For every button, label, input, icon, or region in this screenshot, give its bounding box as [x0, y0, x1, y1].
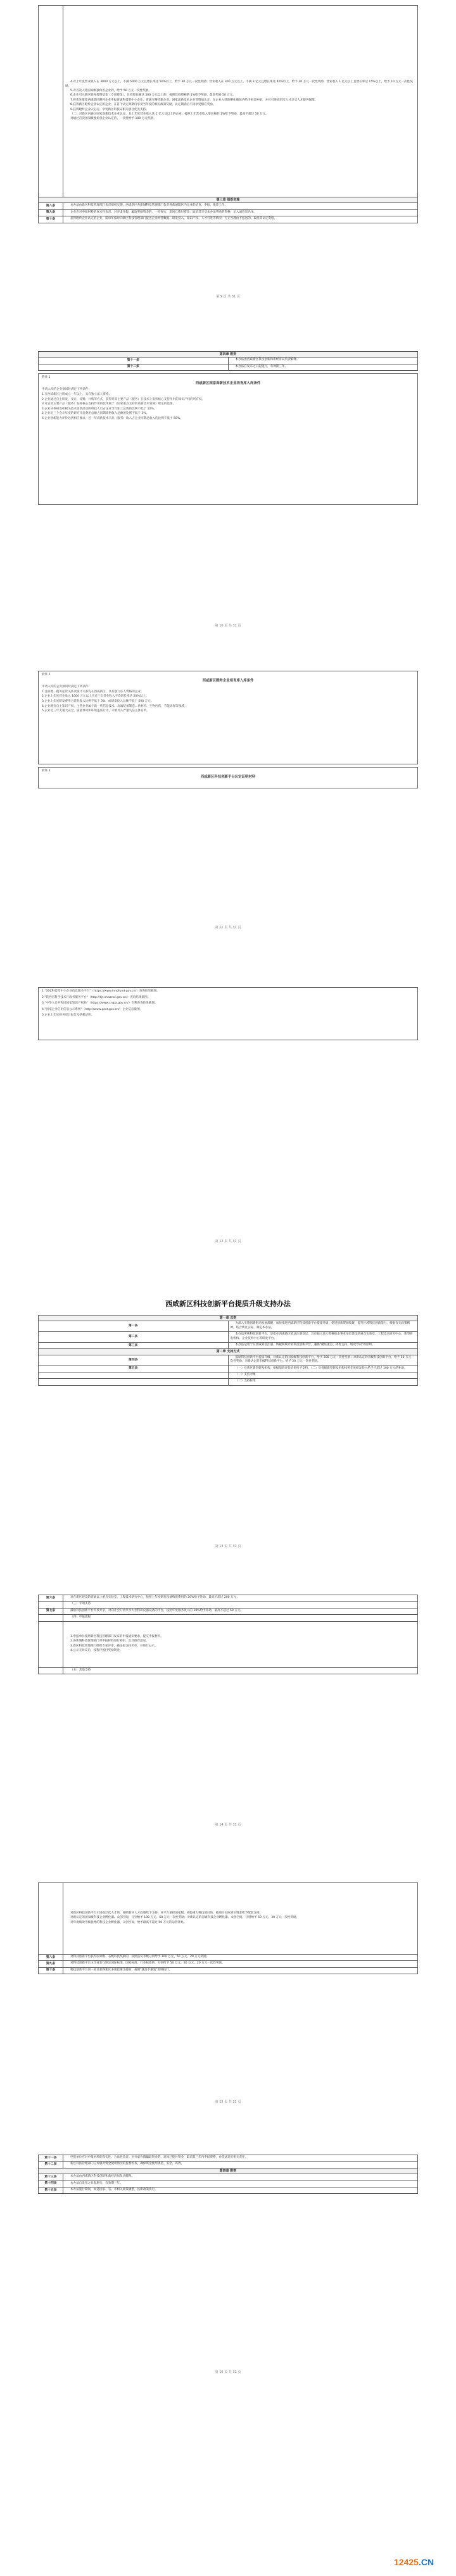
text-line: 4.企业拥有自主知识产权，主营业务属于新一代信息技术、高端装备制造、新材料、生物医药、节能环保等领域。: [42, 704, 187, 708]
row-content: [63, 2174, 418, 2181]
text-line: 申报单位应对申报材料的真实性、合法性负责。对弄虚作假骗取资金的，追回已拨付资金，取消其三年内申报资格，并依法追究相关责任。: [70, 2156, 248, 2159]
policy-table: [38, 1315, 418, 1386]
text-line: 4.公示无异议后，按程序拨付奖励资金。: [70, 1649, 123, 1653]
row-label: 第十一条: [39, 358, 229, 364]
row-label: 第十四条: [39, 2181, 63, 2187]
row-label: [39, 1372, 229, 1379]
reference-line: 5.企业上年度财务审计报告及纳税证明。: [42, 1014, 94, 1017]
reference-box: [38, 987, 418, 1040]
text-line: 科技创新平台同一项目获得新区多项政策支持的，按照"就高不重复"原则执行。: [70, 1968, 172, 1972]
row-label: 第七条: [39, 1608, 63, 1614]
text-line: 对新区科技创新平台引进高层次人才的，按照新区人才政策给予支持，对平台承担国家级、省级重大科技项目的，按项目实际到位资金给予配套支持。: [70, 1911, 263, 1915]
annex-title: 西咸新区科技创新平台认定证明材料: [200, 775, 256, 779]
row-content: [63, 1608, 418, 1614]
row-content: [63, 216, 418, 223]
text-line: （一）支持对象: [235, 1373, 256, 1377]
text-line: 5.企业近三年无重大安全、质量事故和环境违法行为，未被列入严重失信主体名单。: [42, 709, 149, 713]
page-8: [38, 2155, 418, 2194]
row-label: [39, 1379, 229, 1385]
text-line: （三）专项支持: [70, 1602, 91, 1606]
page-number: 第 12 页 共 31 页: [215, 1240, 241, 1243]
row-label: 第四条: [39, 1355, 229, 1366]
site-watermark: [394, 2556, 451, 2567]
row-content: [228, 1321, 418, 1332]
page-number: 第 16 页 共 31 页: [215, 2370, 241, 2374]
text-line: 5.对首次入选国家级独角兽企业的，给予 50 万元一次性奖励。: [70, 89, 151, 92]
text-line: 3.对企业主要产品（服务）发挥核心支持作用的技术属于《国家重点支持的高新技术领域》规定的范围。: [42, 402, 176, 406]
section-heading: 第三章 组织实施: [39, 197, 418, 203]
row-content: [63, 1883, 418, 1955]
annex-box: [38, 671, 418, 764]
row-label: [39, 1667, 63, 1674]
row-label: 第八条: [39, 203, 63, 209]
section-heading: 第二章 支持方式: [39, 1349, 418, 1355]
row-label: 第十二条: [39, 2162, 63, 2168]
row-content: [228, 1366, 418, 1372]
section-heading: 第四章 附则: [39, 2168, 418, 2174]
text-line: 2.企业上年度营业收入 1000 万元以上且近三年营业收入平均增长率达 20%以上。: [42, 695, 149, 699]
text-line: 4.对上年度营业收入在 3000 万元以上、不满 5000 万元且增长率达 50%以上，给予 30 万元一次性奖励；营业收入在 300 万元以上、不满 3 亿元且增长率达 40%以上，给予 20 万元一次性奖励；营业收入 1 亿元以上且增长率达 15%以上，给予 10 万元一次性奖励。: [65, 80, 413, 88]
row-content: [63, 2162, 418, 2168]
row-content: [63, 2181, 418, 2187]
row-label: 第五条: [39, 1366, 229, 1372]
row-content: [63, 1667, 418, 1674]
page-number: 第 10 页 共 31 页: [215, 624, 241, 628]
row-content: [63, 1602, 418, 1608]
row-label: 第十二条: [39, 364, 229, 370]
text-line: 本办法适用于在西咸新区注册、纳税和统计的科技创新平台，遵循"聚焦重点、择优支持、绩效导向"的原则。: [235, 1343, 375, 1347]
row-label: [39, 1602, 63, 1608]
text-line: 企业应对申报材料的真实性负责。对弄虚作假、骗取奖励资金的，一经查实，追回已拨付资金，取消其享受本办法奖励的资格，记入诚信黑名单。: [70, 210, 257, 214]
text-line: 5.企业近三个会计年度的研究开发费用总额占同期销售收入总额的比例不低于 3%。: [42, 412, 149, 416]
row-label: 第一条: [39, 1321, 229, 1332]
text-line: 申请入库的企业须同时满足下列条件：: [42, 388, 92, 392]
policy-table: [38, 351, 418, 371]
text-line: （二）支持标准: [235, 1379, 256, 1383]
row-label: 第九条: [39, 1961, 63, 1967]
row-content: [228, 1379, 418, 1385]
row-label: [39, 1883, 63, 1955]
page-1: [38, 5, 418, 223]
text-line: 4.企业从事研发和相关技术创新活动的科技人员占企业当年职工总数的比例不低于 10%。: [42, 407, 157, 411]
row-content: [228, 364, 418, 370]
text-line: 对科技创新平台主导或参与制定国际标准、国家标准、行业标准的，分别给予 50 万元、30 万元、20 万元一次性奖励。: [70, 1962, 225, 1965]
text-line: 对通过首次国家级独角兽企业认定的，一次性给予 100 万元奖励。: [70, 117, 156, 121]
annex-label: 附件 2: [42, 673, 51, 676]
reference-line: 3."中华人民共和国国家知识产权局"（https://www.cnipa.gov.cn/）专利查询结果截图。: [42, 1002, 158, 1005]
text-line: （一）对新区新型研发机构，根据绩效评价结果给予支持。（二）对省级新型研发机构按照年度研发投入给予不超过 100 万元的补助。: [235, 1366, 407, 1370]
text-line: 本办法自发布之日起施行，有效期三年。: [70, 2181, 123, 2185]
row-label: 第十一条: [39, 2155, 63, 2162]
text-line: 对科技创新平台获得国家级、省级科技奖励的，按照获奖等级分别给予 100 万元、50 万元、20 万元奖励。: [70, 1955, 210, 1958]
watermark-number: 12425: [394, 2557, 419, 2567]
page-number: 第 15 页 共 31 页: [215, 2100, 241, 2104]
policy-table: [38, 5, 418, 223]
row-content: [228, 1343, 418, 1349]
row-content: [63, 2155, 418, 2162]
page-number: 第 13 页 共 31 页: [215, 1545, 241, 1548]
text-line: 6.企业引入新区股权投资基金（专项资金），且投资总额达 500 万元以上的，按照其投资额的 1%给予奖励，最高奖励 50 万元。: [70, 94, 236, 97]
text-line: 新区科技管理部门应加强对资金使用情况的监督检查，确保资金使用规范、安全、高效。: [70, 2162, 184, 2166]
row-label: 第八条: [39, 1955, 63, 1961]
text-line: 1.注册地、税务征管关系及统计关系均在西咸新区，具有独立法人资格的企业。: [42, 690, 144, 694]
text-line: 2.各新城科技管理部门对申报材料进行初审，出具推荐意见。: [70, 1640, 149, 1643]
page-number: 第 9 页 共 31 页: [216, 295, 240, 299]
annex-box: [38, 373, 418, 505]
section-heading: 第四章 附则: [39, 352, 418, 358]
text-line: 获得瞪羚企业认定的企业，需每年按时向新区科技管理部门报送企业经营数据、研发投入、知识产权、人才引进等情况；无正当理由不报送的，取消其认定资格。: [70, 217, 277, 221]
document-title: 西咸新区科技创新平台提质升级支持办法: [165, 1300, 291, 1308]
section-heading: 第一章 总则: [39, 1316, 418, 1321]
row-content: [63, 209, 418, 216]
row-content: [228, 1372, 418, 1379]
annex-title: 西咸新区瞪羚企业培育库入库条件: [202, 678, 254, 683]
row-content: [228, 1355, 418, 1366]
row-content: [63, 1961, 418, 1967]
row-label: 第九条: [39, 209, 63, 216]
text-line: 本办法所称科技创新平台，是指在西咸新区依法注册登记，具有独立法人资格的企事业单位建设的重点实验室、工程技术研究中心、新型研发机构、企业技术中心等研发平台。: [230, 1333, 413, 1340]
annex-title: 西咸新区国家高新技术企业培育库入库条件: [195, 381, 261, 385]
text-line: 3.企业上年度研发费用占营业收入比例不低于 3%，或研发投入总额不低于 500 万元。: [42, 699, 154, 703]
text-line: 对新认定的国家级科技企业孵化器、众创空间，分别给予 100 万元、50 万元一次性奖励；对新认定的省级科技企业孵化器、众创空间，分别给予 50 万元、30 万元一次性奖励。: [70, 1916, 300, 1920]
text-line: 9.获得瞪羚企业认定后，享受新区科技局相关项目优先支持。: [70, 108, 149, 111]
row-label: [39, 1621, 63, 1667]
annex-label: 附件 3: [42, 769, 51, 773]
row-label: 第六条: [39, 1595, 63, 1602]
text-line: 7.将优先推荐西咸新区瞪羚企业申报省级科技型中小企业、省级专精特新企业、国家高新技术企业等资质认定，在企业入驻的孵化载体内给予租金补贴，并对引进高层次人才享受人才服务保障。: [70, 98, 318, 102]
text-line: 对在新区建设的省级以上重点实验室、工程技术研究中心，按照上年度研发设备购置费用的 20%给予补助，最高不超过 200 万元。: [70, 1596, 239, 1599]
row-label: 第二条: [39, 1332, 229, 1343]
text-line: （四）申报流程: [70, 1615, 91, 1619]
row-content: [228, 1332, 418, 1343]
annex-box: [38, 767, 418, 788]
text-line: 鼓励科技创新平台提质升级。对新认定的国家级科技创新平台，给予 300 万元一次性奖励；对新认定的省级科技创新平台，给予 50 万元一次性奖励；对新认定的市级科技创新平台，给予 20 万元一次性奖励。: [230, 1355, 414, 1364]
reference-line: 1."国家科技型中小企业信息服务平台"（https://www.innofund.gov.cn/）查询结果截图。: [42, 990, 160, 993]
text-line: 6.企业创新能力评价达到相应要求，近一年高新技术产品（服务）收入占企业同期总收入的比例不低于 50%。: [42, 416, 183, 420]
page-7: [38, 1882, 418, 1974]
row-content: [63, 1595, 418, 1602]
text-line: （二）对新区内通过国家高新技术企业认定、且上年度营业收入达 1 亿元及以上的企业，按照上年营业收入增长额的 1%给予奖励，最高不超过 50 万元。: [70, 113, 269, 116]
page-4: [38, 987, 418, 1040]
row-label: 第三条: [39, 1343, 229, 1349]
reference-line: 2."陕西省科学技术厅政务服务平台"（http://kjt.shaanxi.gov.cn/）查询结果截图。: [42, 995, 151, 999]
row-content: [63, 2187, 418, 2194]
row-label: 第十五条: [39, 2187, 63, 2194]
page-2: [38, 351, 418, 505]
text-line: 本办法自发布之日起施行，有效期三年。: [235, 364, 288, 368]
page-3: [38, 671, 418, 788]
row-content: [63, 1955, 418, 1961]
row-content: [63, 1967, 418, 1974]
row-content: [228, 358, 418, 364]
page-number: 第 11 页 共 31 页: [215, 926, 241, 930]
text-line: 1.在西咸新区注册成立一年以上，具有独立法人资格。: [42, 393, 112, 396]
row-label: 第十条: [39, 1967, 63, 1974]
text-line: 1.申报单位按照新区科技管理部门发布的申报通知要求，提交申报材料。: [70, 1634, 163, 1638]
text-line: 对年度绩效考核优秀的科技企业孵化器、众创空间，给予最高不超过 50 万元的运营补贴。: [70, 1920, 187, 1924]
text-line: 本办法由新区科技管理部门负责组织实施，西咸新区各新城科技管理部门负责各新城辖区内企业的培育、申报、推荐工作。: [70, 204, 228, 208]
row-content: [63, 1615, 418, 1621]
policy-table: [38, 1882, 418, 1974]
text-line: 本办法施行期间，如遇国家、省、市相关政策调整，按新政策执行。: [70, 2188, 158, 2192]
policy-table: [38, 2155, 418, 2194]
text-line: 为深入实施创新驱动发展战略，加快推进西咸新区科技创新平台提质升级，促进创新资源集聚，提升区域科技创新能力，根据有关政策精神，结合新区实际，制定本办法。: [230, 1322, 410, 1329]
page-number: 第 14 页 共 31 页: [215, 1823, 241, 1827]
row-content: [63, 6, 418, 197]
row-label: [39, 6, 63, 197]
reference-line: 4."国家企业信用信息公示系统"（http://www.gsxt.gov.cn/）企业信息截图。: [42, 1007, 143, 1011]
page-6: [38, 1595, 418, 1674]
row-label: 第十三条: [39, 2174, 63, 2181]
text-line: 申请入库的企业须同时满足下列条件：: [42, 685, 92, 689]
watermark-suffix: .CN: [418, 2557, 434, 2567]
row-label: 第十条: [39, 216, 63, 223]
text-line: 8.获得新区瞪羚企业认定的企业，在首个认定周期内享受当年度的相关政策奖励，认定期满后不再享受相应奖励。: [70, 103, 216, 107]
annex-label: 附件 1: [42, 376, 51, 380]
page-5: [38, 1315, 418, 1386]
row-content: [63, 1621, 418, 1667]
text-line: 2.企业通过自主研发、受让、受赠、并购等方式，获得对其主要产品（服务）在技术上发挥核心支持作用的知识产权的所有权。: [42, 397, 205, 401]
text-line: 本办法由西咸新区科技创新和新经济局负责解释。: [70, 2175, 135, 2179]
row-content: [63, 203, 418, 209]
text-line: 鼓励科技创新平台开放共享，对向社会开放共享大型科研仪器设备的平台，按照年度服务收入的 10%给予补助，最高不超过 50 万元。: [70, 1608, 244, 1612]
text-line: （五）其他支持: [70, 1668, 91, 1672]
text-line: 本办法由西咸新区科技创新和新经济局负责解释。: [235, 358, 300, 362]
text-line: 3.新区科技管理部门组织专家评审，确定拟支持名单，并进行公示。: [70, 1644, 158, 1648]
row-label: [39, 1615, 63, 1621]
policy-table: [38, 1595, 418, 1674]
